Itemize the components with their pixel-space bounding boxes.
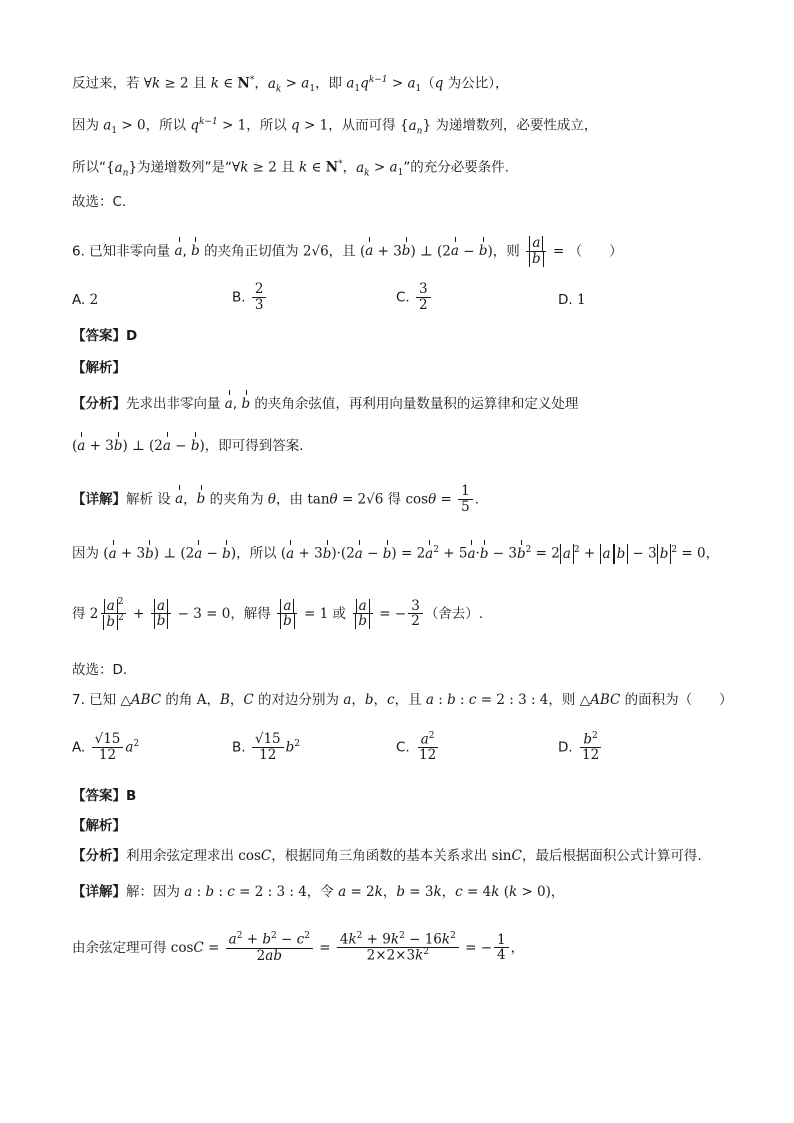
q7-option-a: A. $\frac{√15}{12}$ $a^2$ [72, 731, 140, 763]
q6-option-b: B. $\frac{2}{3}$ [232, 282, 268, 313]
analysis-label: 【分析】 [72, 848, 126, 864]
q6-option-d: D. 1 [558, 292, 586, 308]
detail-6-line-2: 因为 (a + 3b) ⊥ (2a − b)，所以 $(a + 3b)\cdot(2a - b) = 2a^2 + 5a\cdot b - 3b^2 = 2$ a $^2$ + a b − 3 b $^2$ = 0， [72, 545, 720, 562]
solution-line-2: 因为 $a_1 > 0$，所以 $q^{k-1} > 1$，所以 q > 1，从而可得 $\{a_n\}$ 为递增数列，必要性成立， [72, 117, 598, 137]
question-6: 6. 已知非零向量 a, b 的夹角正切值为 2√6，且 (a + 3b) ⊥ (2a − b)，则 $\frac{a}{b}$ = （ ） [72, 235, 623, 267]
conclusion-6: 故选：D. [72, 662, 128, 678]
detail-6-line-1: 【详解】解析 设 a，b 的夹角为 θ，由 tanθ = 2√6 得 cosθ = $\frac{1}{5}$ . [72, 483, 479, 515]
q7-option-c: C. $\frac{a^2}{12}$ [396, 731, 437, 764]
q6-option-a: A. 2 [72, 292, 99, 308]
detail-7-line-2: 由余弦定理可得 cosC = $\frac{a^2 + b^2 - c^2}{2ab}$ = $\frac{4k^2 + 9k^2 - 16k^2}{2\times 2\times 3k^2}$ = − $\frac{1}{4}$ ， [72, 931, 525, 964]
q7-option-d: D. $\frac{b^2}{12}$ [558, 731, 600, 764]
detail-label: 【详解】 [72, 884, 126, 900]
analysis-header-6: 【解析】 [72, 360, 126, 376]
analysis-6-line-2: (a + 3b) ⊥ (2a − b)，即可得到答案. [72, 438, 304, 454]
analysis-6-line-1: 【分析】先求出非零向量 a, b 的夹角余弦值，再利用向量数量积的运算律和定义处理 [72, 396, 579, 412]
q7-option-b: B. $\frac{√15}{12}$ $b^2$ [232, 731, 301, 763]
detail-6-line-3: 得 2 $\frac{a ^2}{b ^2}$ + $\frac{a}{b}$ − 3 = 0，解得 $\frac{a}{b}$ = 1 或 $\frac{a}{b}$ = − $\frac{3}{2}$ （舍去）. [72, 597, 484, 630]
answer-6: 【答案】D [72, 328, 138, 344]
q6-option-c: C. $\frac{3}{2}$ [396, 282, 433, 313]
question-7: 7. 已知 △ABC 的角 A，B，C 的对边分别为 a，b，c，且 a : b : c = 2 : 3 : 4，则 △ABC 的面积为（ ） [72, 692, 733, 708]
solution-line-3: 所以“$\{a_n\}$为递增数列”是“∀k ≥ 2 且 k ∈ N*，$a_k > a_1$”的充分必要条件. [72, 159, 510, 179]
analysis-label: 【分析】 [72, 396, 126, 412]
solution-conclusion: 故选：C. [72, 194, 127, 210]
solution-line-1: 反过来，若 ∀k ≥ 2 且 k ∈ N*，$a_k > a_1$，即 $a_1q^{k-1} > a_1(q$ 为公比）， [72, 75, 509, 95]
analysis-7: 【分析】利用余弦定理求出 cosC，根据同角三角函数的基本关系求出 sinC，最后根据面积公式计算可得. [72, 848, 702, 864]
answer-7: 【答案】B [72, 788, 137, 804]
detail-7-line-1: 【详解】解：因为 a : b : c = 2 : 3 : 4，令 a = 2k，b = 3k，c = 4k (k > 0)， [72, 884, 565, 900]
detail-label: 【详解】 [72, 491, 126, 508]
analysis-header-7: 【解析】 [72, 818, 126, 834]
